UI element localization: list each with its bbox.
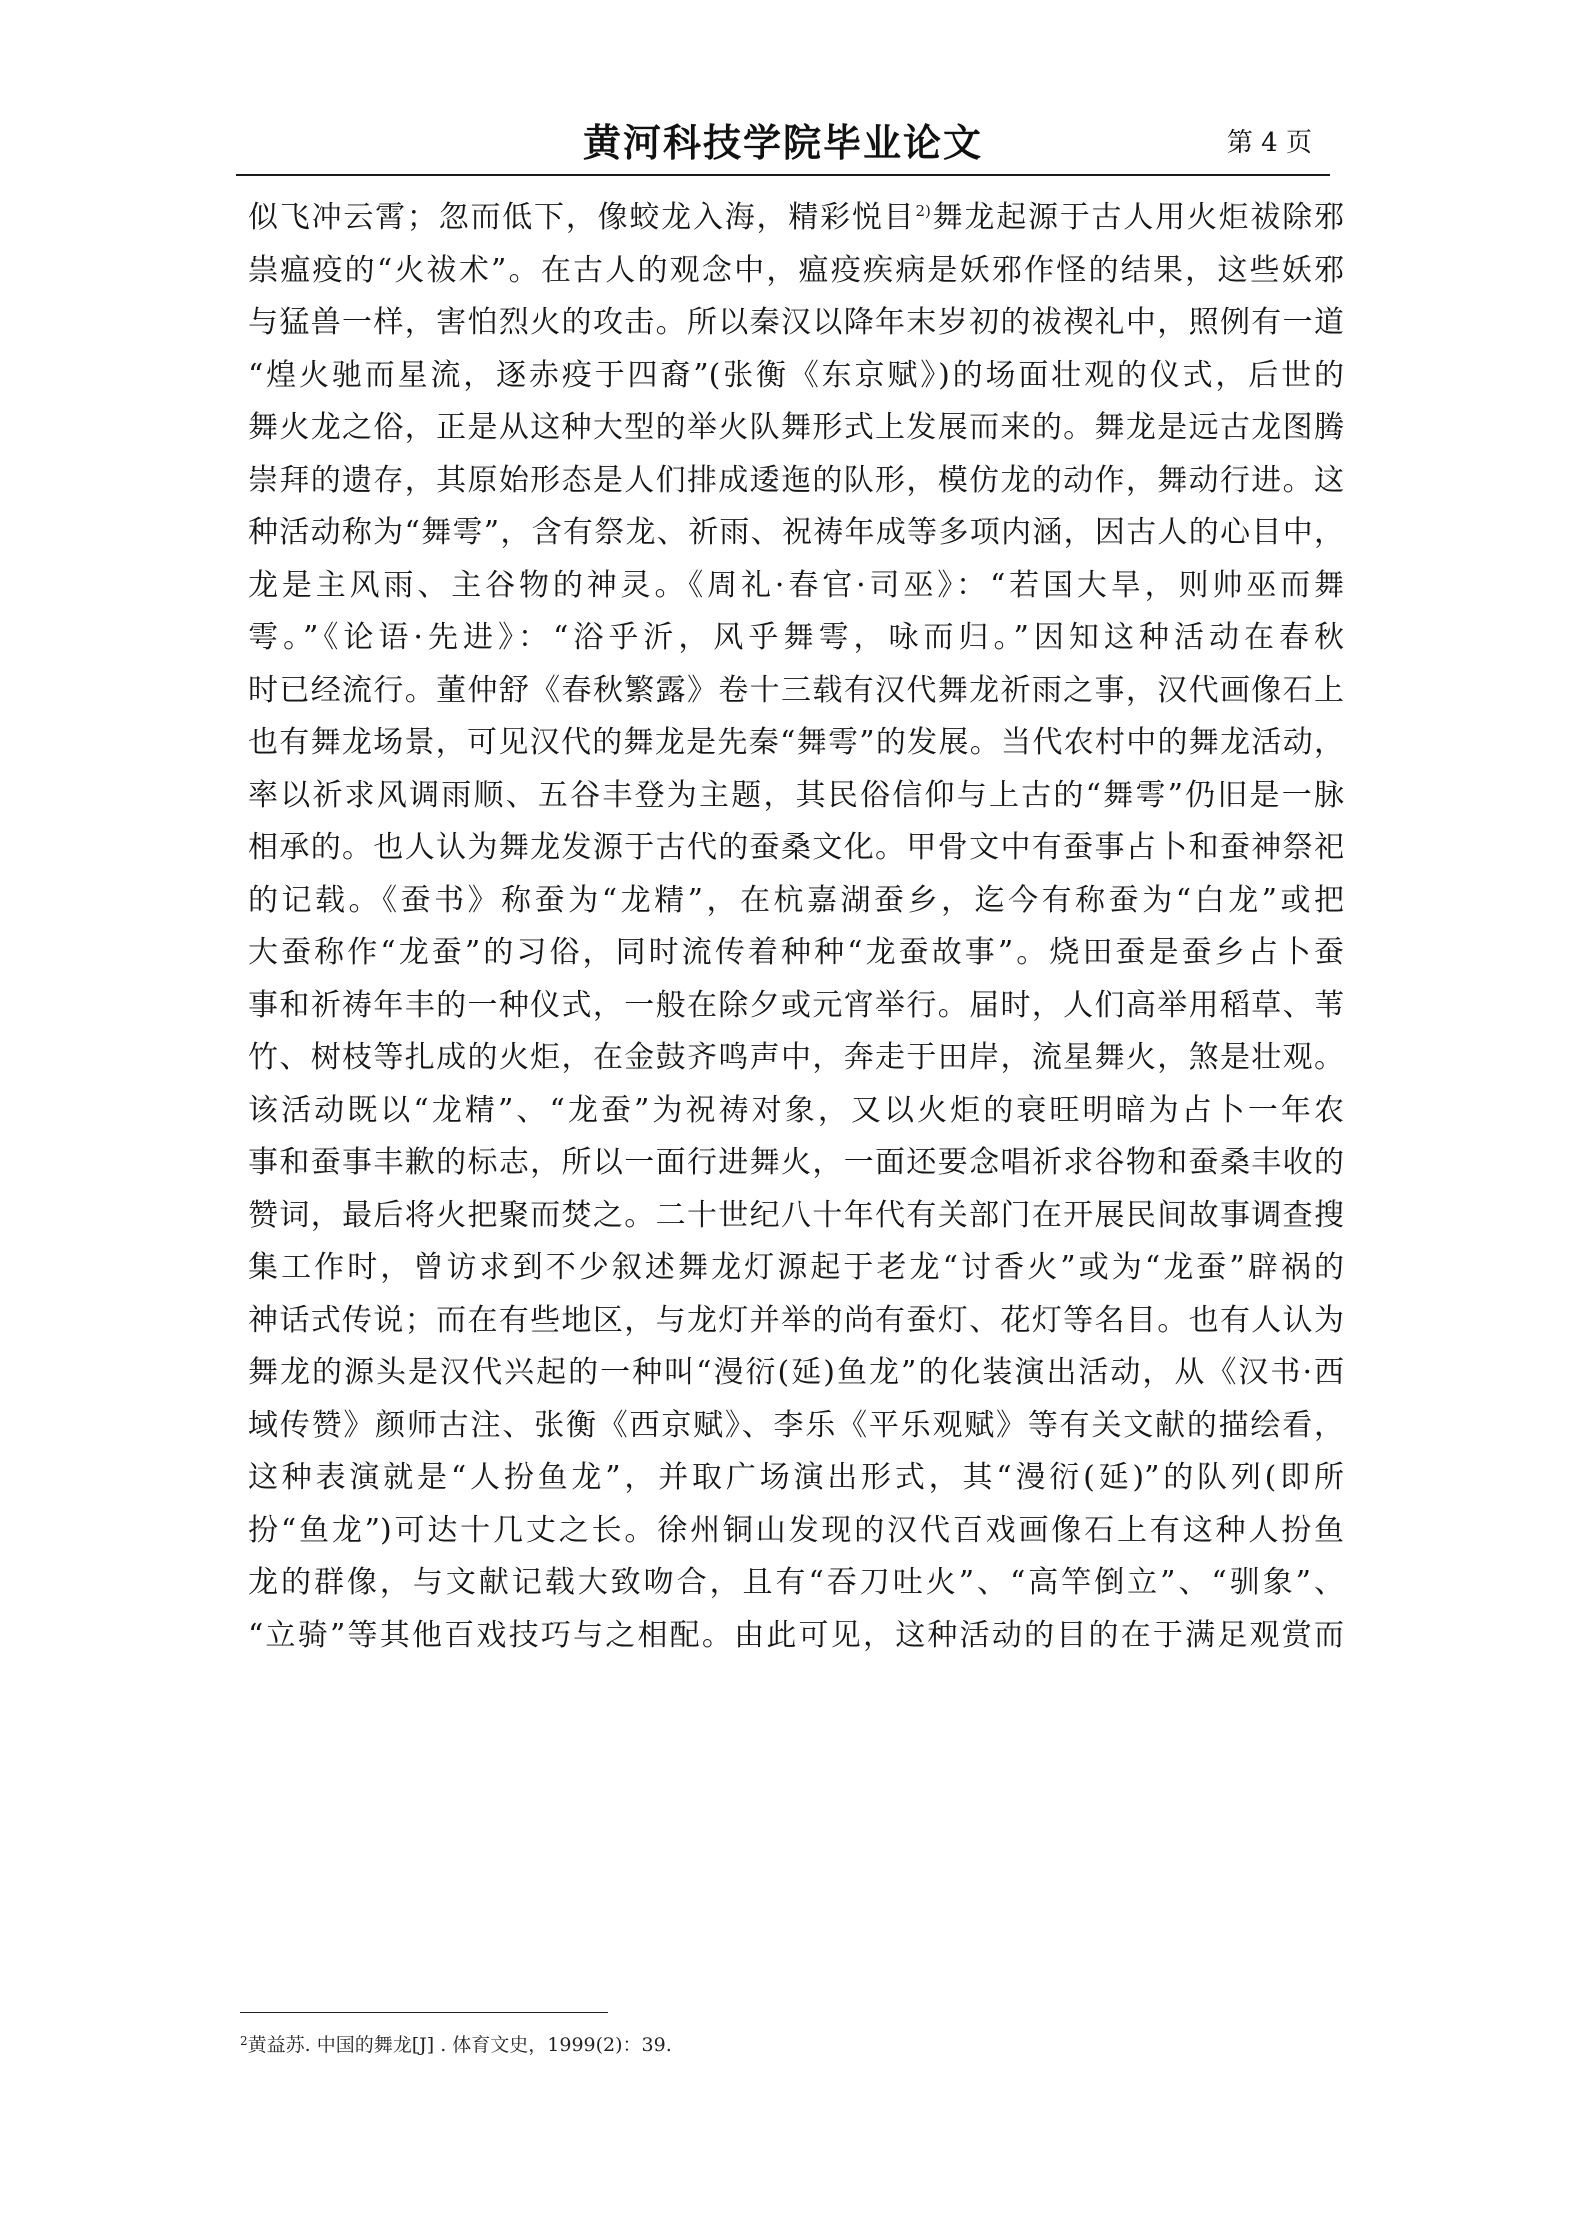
text-line: 集工作时，曾访求到不少叙述舞龙灯源起于老龙“讨香火”或为“龙蚕”辟祸的 [248, 1250, 1344, 1285]
text-line: 的记载。《蚕书》称蚕为“龙精”，在杭嘉湖蚕乡，迄今有称蚕为“白龙”或把 [248, 882, 1344, 918]
text-line: 事和祈祷年丰的一种仪式，一般在除夕或元宵举行。届时，人们高举用稻草、苇 [248, 987, 1344, 1023]
text-line: 与猛兽一样，害怕烈火的攻击。所以秦汉以降年末岁初的祓禊礼中，照例有一道 [248, 305, 1344, 340]
text-line: “煌火驰而星流，逐赤疫于四裔”(张衡《东京赋》)的场面壮观的仪式，后世的 [248, 357, 1344, 393]
footnote [240, 2030, 1240, 2057]
text-line: 域传赞》颜师古注、张衡《西京赋》、李乐《平乐观赋》等有关文献的描绘看， [248, 1407, 1344, 1443]
footnote-reference[interactable]: 2) [915, 202, 931, 220]
text-line: 神话式传说；而在有些地区，与龙灯并举的尚有蚕灯、花灯等名目。也有人认为 [248, 1302, 1344, 1338]
page-number: 第 4 页 [1226, 128, 1312, 158]
text-line: 种活动称为“舞雩”，含有祭龙、祈雨、祝祷年成等多项内涵，因古人的心目中， [248, 515, 1344, 550]
text-line: 祟瘟疫的“火祓术”。在古人的观念中，瘟疫疾病是妖邪作怪的结果，这些妖邪 [248, 252, 1344, 288]
text-line: 大蚕称作“龙蚕”的习俗，同时流传着种种“龙蚕故事”。烧田蚕是蚕乡占卜蚕 [248, 935, 1344, 970]
text-line: 舞火龙之俗，正是从这种大型的举火队舞形式上发展而来的。舞龙是远古龙图腾 [248, 410, 1344, 445]
footnote-text: 黄益苏. 中国的舞龙[J] . 体育文史，1999(2)：39. [247, 2034, 672, 2056]
text-line: 竹、树枝等扎成的火炬，在金鼓齐鸣声中，奔走于田岸，流星舞火，煞是壮观。 [248, 1040, 1344, 1075]
text-line: 相承的。也人认为舞龙发源于古代的蚕桑文化。甲骨文中有蚕事占卜和蚕神祭祀 [248, 830, 1344, 865]
text-line: 这种表演就是“人扮鱼龙”，并取广场演出形式，其“漫衍(延)”的队列(即所 [248, 1460, 1344, 1495]
text-line [248, 192, 1344, 245]
text-line: 扮“鱼龙”)可达十几丈之长。徐州铜山发现的汉代百戏画像石上有这种人扮鱼 [248, 1512, 1344, 1548]
text-line: 龙是主风雨、主谷物的神灵。《周礼·春官·司巫》：“若国大旱，则帅巫而舞 [248, 567, 1344, 603]
body-text [248, 192, 1344, 1662]
text-line: 时已经流行。董仲舒《春秋繁露》卷十三载有汉代舞龙祈雨之事，汉代画像石上 [248, 672, 1344, 708]
thesis-header-title: 黄河科技学院毕业论文 [582, 120, 983, 165]
text-line: 也有舞龙场景，可见汉代的舞龙是先秦“舞雩”的发展。当代农村中的舞龙活动， [248, 725, 1344, 760]
text-line: 雩。”《论语·先进》：“浴乎沂，风乎舞雩，咏而归。”因知这种活动在春秋 [248, 620, 1344, 655]
text-segment: 似飞冲云霄；忽而低下，像蛟龙入海，精彩悦目 [248, 200, 916, 235]
footnote-number: 2 [240, 2034, 248, 2048]
page-header [236, 108, 1330, 176]
footnote-divider [240, 2012, 608, 2013]
text-line: “立骑”等其他百戏技巧与之相配。由此可见，这种活动的目的在于满足观赏而 [248, 1617, 1344, 1653]
text-line: 舞龙的源头是汉代兴起的一种叫“漫衍(延)鱼龙”的化装演出活动，从《汉书·西 [248, 1355, 1344, 1390]
text-line: 崇拜的遗存，其原始形态是人们排成逶迤的队形，模仿龙的动作，舞动行进。这 [248, 462, 1344, 498]
text-segment: 舞龙起源于古人用火炬祓除邪 [930, 200, 1344, 235]
text-line: 龙的群像，与文献记载大致吻合，且有“吞刀吐火”、“高竿倒立”、“驯象”、 [248, 1565, 1344, 1600]
text-line: 率以祈求风调雨顺、五谷丰登为主题，其民俗信仰与上古的“舞雩”仍旧是一脉 [248, 777, 1344, 813]
text-line: 该活动既以“龙精”、“龙蚕”为祝祷对象，又以火炬的衰旺明暗为占卜一年农 [248, 1092, 1344, 1128]
text-line: 赞词，最后将火把聚而焚之。二十世纪八十年代有关部门在开展民间故事调查搜 [248, 1197, 1344, 1233]
text-line: 事和蚕事丰歉的标志，所以一面行进舞火，一面还要念唱祈求谷物和蚕桑丰收的 [248, 1145, 1344, 1180]
